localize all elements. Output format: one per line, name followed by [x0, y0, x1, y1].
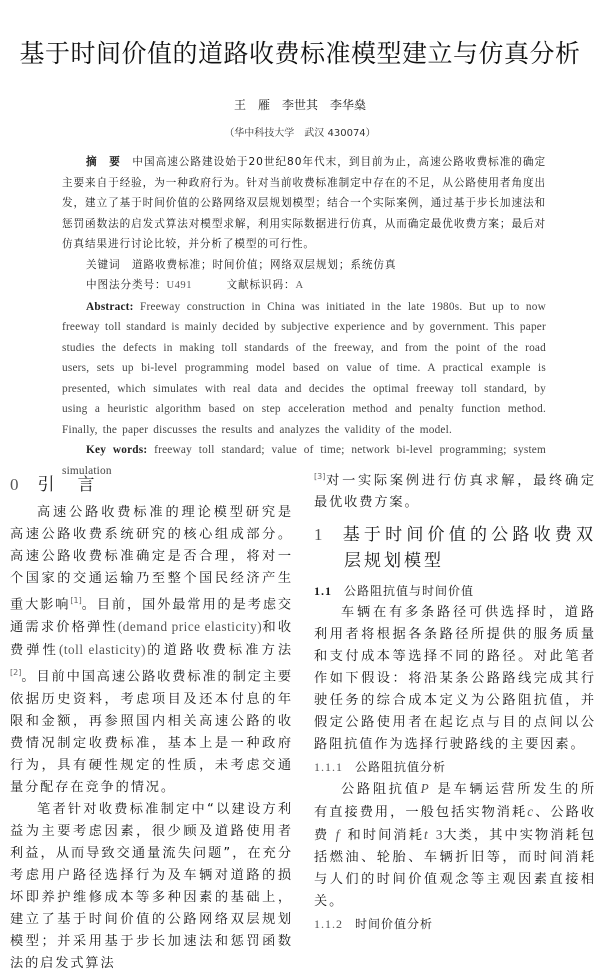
section-title: 引 言	[37, 475, 98, 495]
text: 车辆在有多条路径可供选择时，道路利用者将根据各条路径所提供的服务质量和支付成本等选择不同的路径。对此笔者作如下假设：将沿某条公路路线完成其行驶任务的综合成本定义为公路阻抗值，并假定公路使用者在起讫点与目的点间以公路阻抗值作为选择行驶路线的主要因素。	[314, 605, 596, 753]
text: 。目前中国高速公路收费标准的制定主要依据历史资料，考虑项目及还本付息的年限和金额，再参照国内相关高速公路的收费情况制定收费标准，基本上是一种政府行为，具有硬性规定的性质，未考虑交通量分配存在竞争的情况。	[10, 669, 293, 795]
variable-f: f	[335, 827, 342, 843]
subsection-number: 1.1	[314, 584, 332, 599]
intro-paragraph-2-cont	[314, 466, 596, 514]
text: 对一实际案例进行仿真求解，最终确定最优收费方案。	[314, 473, 596, 511]
paper-title: 基于时间价值的道路收费标准模型建立与仿真分析	[19, 39, 581, 68]
text: 公路阻抗值	[341, 782, 421, 798]
clc-label: 中图法分类号：	[86, 279, 167, 291]
affiliation: （华中科技大学 武汉 430074）	[224, 128, 376, 139]
text: 大类，其中实物消耗包括燃油、轮胎、车辆折旧等，而时间消耗与人们的时间价值观念等主观因素直接相关。	[314, 828, 597, 910]
abstract-en-text: Freeway construction in China was initiated in the late 1980s. But up to now freeway toll standard is mainly decided by subjective experience and by government. This paper studies the defects in making toll standards of the freeway, and from the point of the road users, sets up bi-level programming model based on value of time. A practical example is presented, which simulates with real data and decides the optimal freeway toll standard, by using a heuristic algorithm based on step acceleration method and penalty function method. Finally, the paper discusses the results and analyzes the validity of the model.	[62, 300, 546, 436]
subsection-title: 时间价值分析	[355, 917, 434, 932]
citation-1: [1]	[70, 596, 82, 605]
abstract-cn	[62, 152, 546, 255]
text: 、公路收费	[314, 805, 596, 844]
doc-code-value: A	[295, 280, 304, 291]
section-number: 0	[10, 475, 22, 494]
text: 是车辆运营所发生的所有直接费用，一般包括实物消耗	[314, 782, 597, 821]
subsection-title: 公路阻抗值分析	[355, 760, 447, 775]
classification	[62, 275, 546, 297]
keywords-cn-label: 关键词	[86, 258, 121, 271]
citation-2: [2]	[10, 668, 22, 678]
subsection-title: 公路阻抗值与时间价值	[344, 584, 475, 599]
text: 高速公路收费标准的理论模型研究是高速公路收费系统研究的核心组成部分。高速公路收费标准确定是否合理，将对一个国家的交通运输乃至整个国民经济产生重大影响	[10, 505, 293, 613]
subsection-1-1-1-heading	[314, 756, 596, 778]
intro-paragraph-2	[10, 799, 293, 975]
authors: 王 雁 李世其 李华燊	[233, 98, 366, 112]
section-0-heading	[10, 472, 293, 498]
variable-c: c	[527, 804, 536, 820]
paragraph-1-1-1	[314, 778, 596, 913]
keywords-cn-text: 道路收费标准；时间价值；网络双层规划；系统仿真	[131, 258, 397, 271]
intro-paragraph-1	[10, 502, 293, 799]
paragraph-1-1	[314, 602, 596, 756]
citation-3: [3]	[314, 472, 326, 481]
variable-p: P	[420, 781, 431, 797]
text: 。目前，国外最常用的是考虑交通需求价格弹性	[10, 597, 293, 636]
abstract-en-label: Abstract:	[86, 300, 134, 313]
text: 的道路收费标准方法	[146, 643, 293, 659]
section-title: 基于时间价值的公路收费双层规划模型	[341, 525, 596, 572]
abstract-en	[62, 297, 546, 441]
subsection-1-1-2-heading	[314, 913, 596, 935]
text: 和时间消耗	[347, 828, 425, 844]
subsection-number: 1.1.2	[314, 917, 343, 932]
number: 3	[435, 827, 444, 843]
text-en: (toll elasticity)	[59, 642, 147, 658]
text: 笔者针对收费标准制定中“以建设方利益为主要考虑因素，很少顾及道路使用者利益，从而导致交通量流失问题”，在充分考虑用户路径选择行为及车辆对道路的损坏即养护维修成本等多种因素的基础上，建立了基于时间价值的公路网络双层规划模型；并采用基于步长加速法和惩罚函数法的启发式算法	[10, 801, 293, 971]
subsection-1-1-heading	[314, 580, 596, 602]
text-en: (demand price elasticity)	[117, 619, 263, 635]
abstract-cn-label: 摘 要	[86, 156, 121, 168]
left-column	[10, 470, 293, 975]
variable-t: t	[424, 827, 430, 843]
subsection-number: 1.1.1	[314, 760, 343, 775]
doc-code-label: 文献标识码：	[226, 279, 296, 291]
keywords-cn	[62, 255, 546, 276]
section-1-heading	[314, 522, 596, 574]
clc-value: U491	[166, 280, 193, 291]
abstract-block	[62, 152, 546, 481]
keywords-en-text: freeway toll standard; value of time; network bi-level programming; system simulation	[62, 444, 546, 477]
abstract-cn-text: 中国高速公路建设始于20世纪80年代末，到目前为止，高速公路收费标准的确定主要来自于经验，为一种政府行为。针对当前收费标准制定中存在的不足，从公路使用者角度出发，建立了基于时间价值的公路网络双层规划模型；结合一个实际案例，通过基于步长加速法和惩罚函数法的启发式算法对模型求解，利用实际数据进行仿真，从而确定最优收费方案；最后对仿真结果进行讨论比较，并分析了模型的可行性。	[62, 156, 546, 250]
section-number: 1	[314, 525, 326, 545]
right-column	[314, 466, 596, 935]
text: 和收费弹性	[10, 620, 293, 659]
keywords-en-label: Key words:	[86, 444, 148, 456]
